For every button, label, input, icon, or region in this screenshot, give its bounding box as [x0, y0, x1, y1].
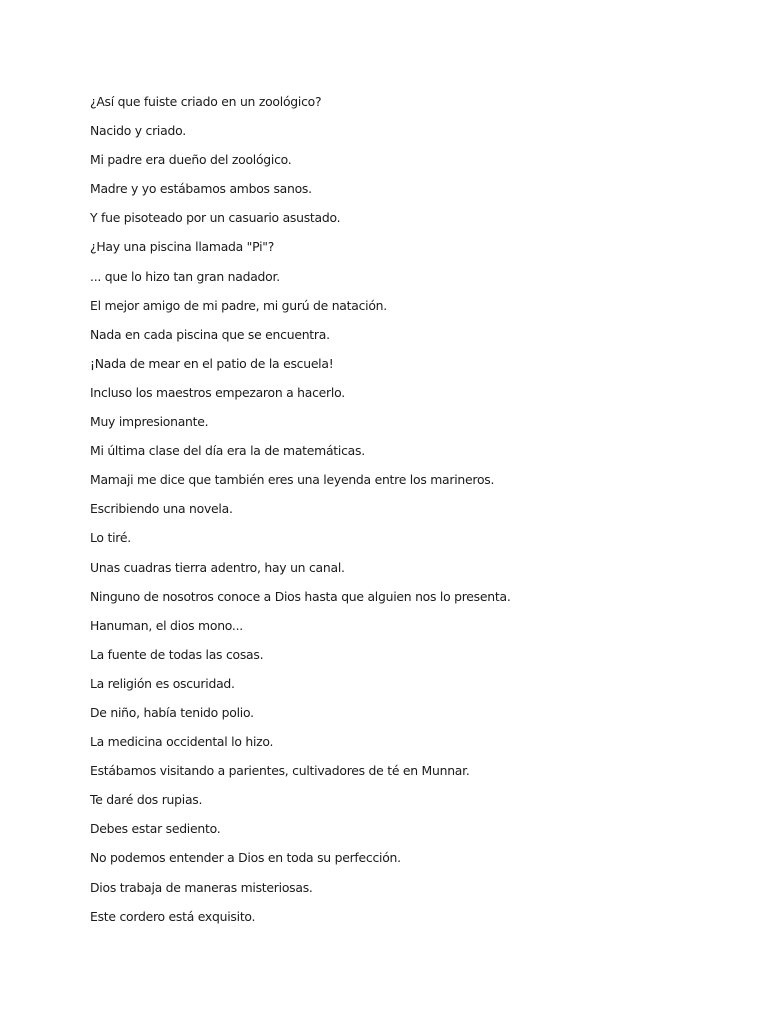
text-line: El mejor amigo de mi padre, mi gurú de natación.: [90, 297, 387, 313]
text-line: Hanuman, el dios mono...: [90, 617, 243, 633]
text-line: La medicina occidental lo hizo.: [90, 734, 274, 750]
text-line: ¡Nada de mear en el patio de la escuela!: [90, 355, 334, 371]
text-line: Mi padre era dueño del zoológico.: [90, 152, 292, 168]
text-line: La religión es oscuridad.: [90, 675, 235, 691]
text-line: Nada en cada piscina que se encuentra.: [90, 326, 330, 342]
text-line: Dios trabaja de maneras misteriosas.: [90, 879, 313, 895]
dialogue-lines: [90, 92, 511, 936]
text-line: De niño, había tenido polio.: [90, 704, 254, 720]
text-line: Mi última clase del día era la de matemáticas.: [90, 443, 365, 459]
text-line: Mamaji me dice que también eres una leyenda entre los marineros.: [90, 472, 495, 488]
text-line: Debes estar sediento.: [90, 821, 221, 837]
text-line: Nacido y criado.: [90, 123, 186, 139]
text-line: Madre y yo estábamos ambos sanos.: [90, 181, 312, 197]
text-line: No podemos entender a Dios en toda su perfección.: [90, 850, 401, 866]
text-line: Lo tiré.: [90, 530, 131, 546]
text-line: La fuente de todas las cosas.: [90, 646, 264, 662]
text-line: ¿Así que fuiste criado en un zoológico?: [90, 94, 322, 109]
text-line: ¿Hay una piscina llamada "Pi"?: [90, 239, 275, 255]
text-line: Te daré dos rupias.: [90, 792, 203, 808]
text-line: Unas cuadras tierra adentro, hay un canal.: [90, 559, 345, 575]
text-line: Este cordero está exquisito.: [90, 908, 256, 924]
text-line: Estábamos visitando a parientes, cultivadores de té en Munnar.: [90, 763, 470, 779]
text-line: Incluso los maestros empezaron a hacerlo.: [90, 384, 345, 400]
text-line: Y fue pisoteado por un casuario asustado.: [90, 210, 341, 226]
text-line: ... que lo hizo tan gran nadador.: [90, 268, 280, 284]
text-line: Ninguno de nosotros conoce a Dios hasta que alguien nos lo presenta.: [90, 588, 511, 604]
text-line: Muy impresionante.: [90, 414, 209, 430]
text-line: Escribiendo una novela.: [90, 501, 233, 517]
